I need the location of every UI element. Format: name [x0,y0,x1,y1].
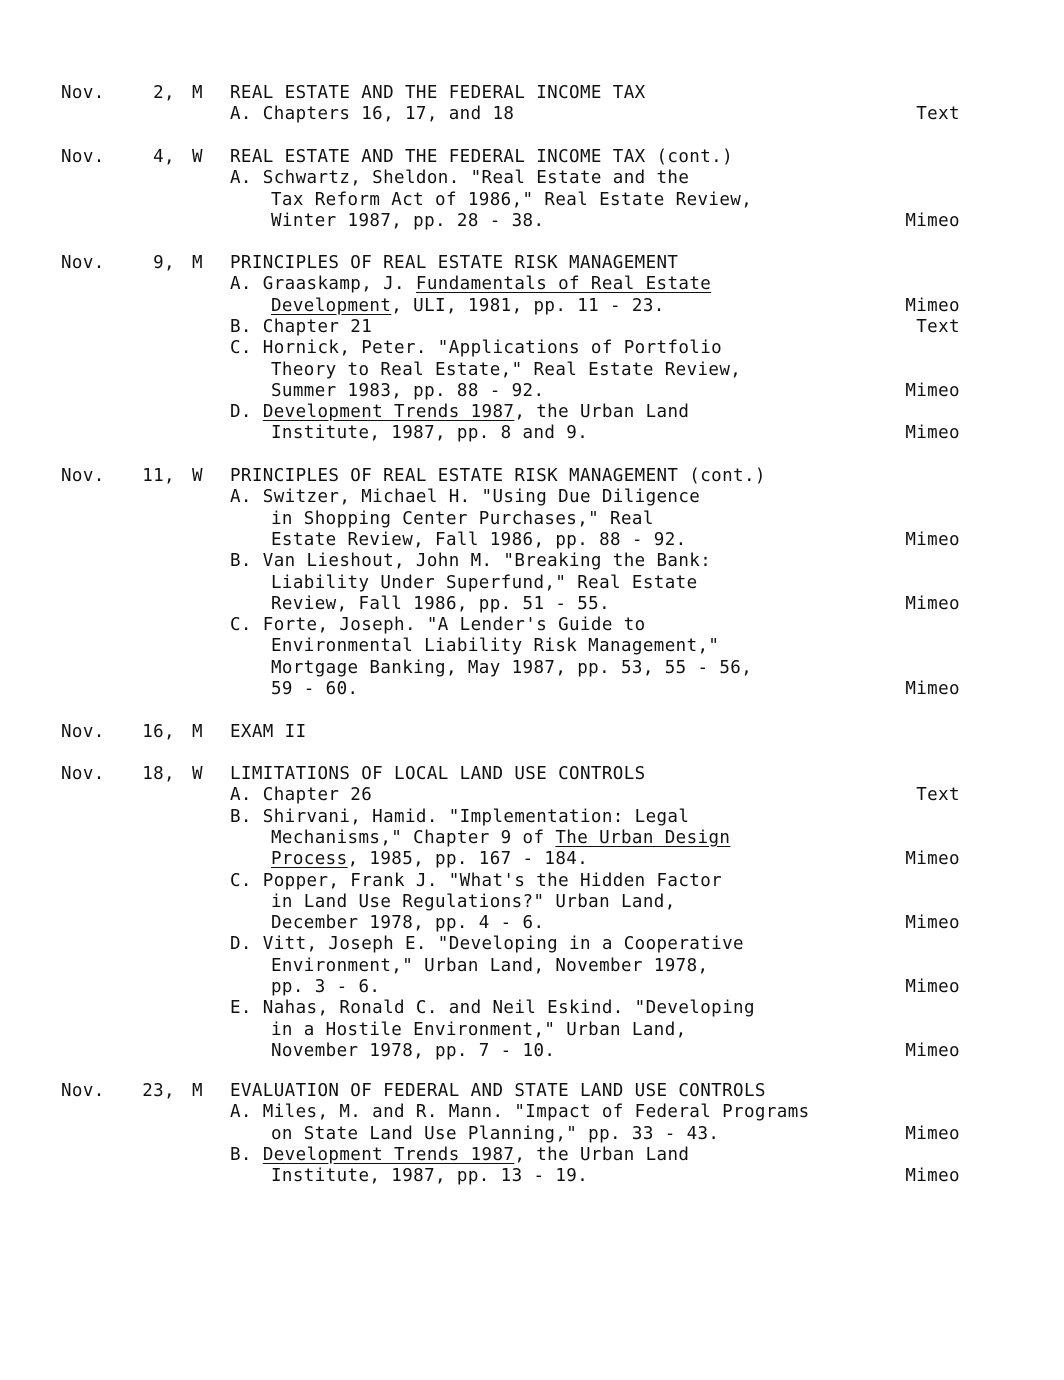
reading-item [230,871,722,892]
reading-text: D. Vitt, Joseph E. "Developing in a Cooperative [230,934,744,955]
reading-text: Liability Under Superfund," Real Estate [271,572,698,593]
reading-text: , ULI, 1981, pp. 11 - 23. [391,295,665,316]
reading-item-continuation [271,658,752,679]
reading-text: November 1978, pp. 7 - 10. [271,1040,556,1061]
reading-text: A. Schwartz, Sheldon. "Real Estate and the [230,168,690,189]
reading-text: Summer 1983, pp. 88 - 92. [271,380,545,401]
entry-day: 23, [142,1081,175,1101]
reading-text: Theory to Real Estate," Real Estate Review, [271,359,742,380]
entry-month: Nov. [61,722,105,742]
entry-weekday: M [192,722,203,742]
reading-text: A. Graaskamp, J. [230,274,416,295]
entry-month: Nov. [61,83,105,103]
underlined-title: Process [271,849,348,870]
reading-item [230,1102,810,1123]
entry-month: Nov. [61,466,105,486]
reading-text: Review, Fall 1986, pp. 51 - 55. [271,593,611,614]
entry-heading: PRINCIPLES OF REAL ESTATE RISK MANAGEMENT [230,253,679,273]
reading-item-continuation [271,956,708,977]
reading-text: C. Forte, Joseph. "A Lender's Guide to [230,615,646,636]
entry-month: Nov. [61,764,105,784]
material-type: Mimeo [905,423,960,444]
reading-item-continuation [271,636,719,657]
material-type: Mimeo [905,210,960,231]
reading-item [230,934,744,955]
reading-text: B. [230,1144,263,1165]
material-type: Mimeo [905,913,960,934]
reading-item [230,615,646,636]
entry-weekday: W [192,764,203,784]
reading-item-continuation [271,381,544,402]
material-type: Mimeo [905,1166,960,1187]
reading-text: , the Urban Land [514,402,690,423]
reading-item [230,487,700,508]
reading-item-continuation [271,679,359,700]
reading-text: in a Hostile Environment," Urban Land, [271,1019,687,1040]
reading-text: Tax Reform Act of 1986," Real Estate Review, [271,189,753,210]
reading-item [230,317,372,338]
material-type: Mimeo [905,295,960,316]
entry-day: 2, [153,83,175,103]
entry-heading: LIMITATIONS OF LOCAL LAND USE CONTROLS [230,764,646,784]
entry-weekday: M [192,1081,203,1101]
reading-text: in Land Use Regulations?" Urban Land, [271,891,676,912]
reading-item [230,551,711,572]
entry-month: Nov. [61,253,105,273]
underlined-title: Fundamentals of Real Estate [415,274,712,295]
material-type: Text [916,316,960,337]
reading-text: Mortgage Banking, May 1987, pp. 53, 55 - 56, [271,657,753,678]
reading-item-continuation [271,1166,588,1187]
material-type: Mimeo [905,529,960,550]
material-type: Text [916,785,960,806]
reading-item-continuation [271,509,654,530]
reading-text: A. Chapter 26 [230,785,373,806]
reading-text: A. Switzer, Michael H. "Using Due Diligence [230,487,701,508]
reading-text: E. Nahas, Ronald C. and Neil Eskind. "Developing [230,998,755,1019]
material-type: Mimeo [905,977,960,997]
entry-day: 16, [142,722,175,742]
entry-weekday: M [192,253,203,273]
entry-month: Nov. [61,1081,105,1101]
reading-item-continuation [271,211,544,232]
material-type: Mimeo [905,1123,960,1144]
reading-text: A. Miles, M. and R. Mann. "Impact of Federal Programs [230,1102,810,1123]
reading-text: in Shopping Center Purchases," Real [271,508,654,529]
material-type: Text [916,104,960,125]
entry-heading: EXAM II [230,722,307,742]
material-type: Mimeo [905,849,960,870]
reading-text: Winter 1987, pp. 28 - 38. [271,210,545,231]
reading-item [230,104,514,125]
reading-item-continuation [271,573,698,594]
reading-text: A. Chapters 16, 17, and 18 [230,104,515,125]
reading-item [230,1145,689,1166]
reading-text: B. Chapter 21 [230,316,373,337]
entry-weekday: W [192,466,203,486]
material-type: Mimeo [905,679,960,699]
reading-text: Environmental Liability Risk Management," [271,636,720,657]
entry-month: Nov. [61,147,105,167]
material-type: Mimeo [905,593,960,614]
reading-text: December 1978, pp. 4 - 6. [271,913,545,934]
underlined-title: The Urban Design [555,827,731,848]
material-type: Mimeo [905,1040,960,1061]
reading-text: B. Shirvani, Hamid. "Implementation: Legal [230,806,690,827]
entry-heading: EVALUATION OF FEDERAL AND STATE LAND USE CONTROLS [230,1081,766,1101]
entry-day: 18, [142,764,175,784]
reading-item [230,168,689,189]
entry-day: 4, [153,147,175,167]
reading-text: C. Popper, Frank J. "What's the Hidden Factor [230,870,723,891]
reading-text: 59 - 60. [271,679,359,699]
reading-item-continuation [271,1041,555,1062]
entry-weekday: M [192,83,203,103]
reading-item-continuation [271,913,544,934]
reading-item-continuation [271,1124,719,1145]
reading-item [230,998,755,1019]
reading-item-continuation [271,849,588,870]
entry-day: 9, [153,253,175,273]
reading-item-continuation [271,190,752,211]
reading-item [230,402,689,423]
reading-text: Institute, 1987, pp. 8 and 9. [271,423,589,444]
underlined-title: Development [271,295,392,316]
reading-text: , the Urban Land [514,1144,690,1165]
entry-heading: REAL ESTATE AND THE FEDERAL INCOME TAX (cont.) [230,147,734,167]
reading-item [230,274,711,295]
reading-item [230,338,722,359]
reading-item [230,807,689,828]
reading-text: on State Land Use Planning," pp. 33 - 43. [271,1123,720,1144]
underlined-title: Development Trends 1987 [262,402,515,423]
reading-text: Mechanisms," Chapter 9 of [271,827,556,848]
entry-weekday: W [192,147,203,167]
reading-text: pp. 3 - 6. [271,977,381,997]
reading-item-continuation [271,1020,687,1041]
reading-text: D. [230,402,263,423]
entry-heading: REAL ESTATE AND THE FEDERAL INCOME TAX [230,83,646,103]
reading-item-continuation [271,977,380,998]
reading-item [230,785,372,806]
reading-text: C. Hornick, Peter. "Applications of Portfolio [230,338,723,359]
entry-heading: PRINCIPLES OF REAL ESTATE RISK MANAGEMENT (cont.) [230,466,766,486]
material-type: Mimeo [905,380,960,401]
underlined-title: Development Trends 1987 [262,1144,515,1165]
reading-item-continuation [271,530,687,551]
reading-item-continuation [271,828,730,849]
entry-day: 11, [142,466,175,486]
reading-text: B. Van Lieshout, John M. "Breaking the Bank: [230,551,712,572]
reading-text: , 1985, pp. 167 - 184. [347,849,589,870]
reading-text: Institute, 1987, pp. 13 - 19. [271,1166,589,1187]
reading-text: Estate Review, Fall 1986, pp. 88 - 92. [271,529,687,550]
reading-item-continuation [271,892,676,913]
reading-item-continuation [271,360,741,381]
reading-item-continuation [271,594,610,615]
reading-item-continuation [271,423,588,444]
reading-text: Environment," Urban Land, November 1978, [271,955,709,976]
reading-item-continuation [271,296,665,317]
